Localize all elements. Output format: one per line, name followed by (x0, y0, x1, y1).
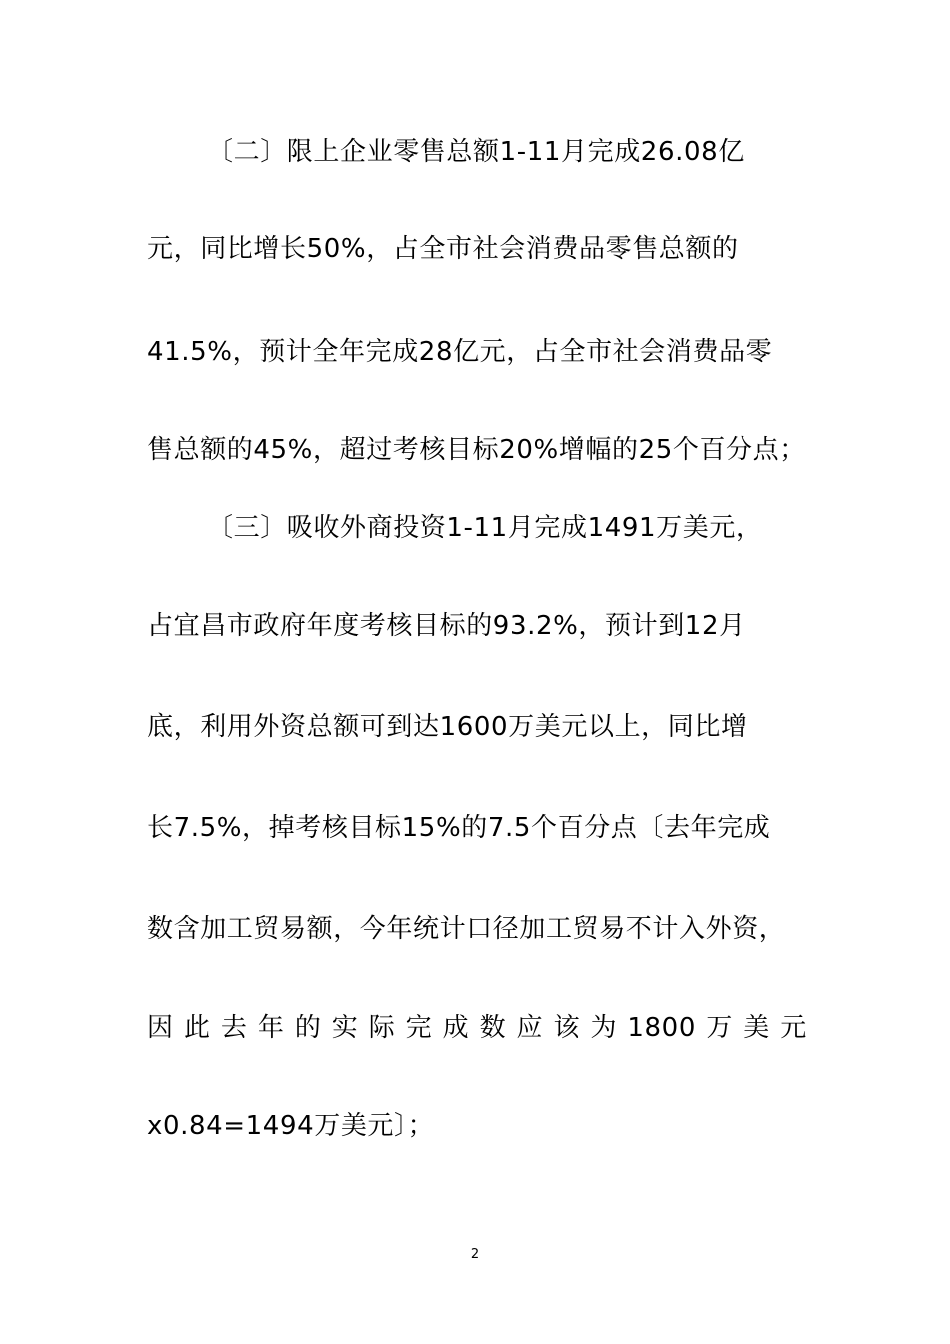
paragraph-line: x0.84=1494万美元〕； (147, 1111, 435, 1141)
text-segment: 应 (516, 1013, 544, 1043)
paragraph-line: 〔三〕吸收外商投资1-11月完成1491万美元， (207, 513, 763, 543)
text-segment: 万 (706, 1013, 733, 1043)
paragraph-line-justified (147, 1012, 807, 1044)
text-segment: 美 (743, 1013, 770, 1043)
text-segment: 的 (294, 1013, 322, 1043)
paragraph-line: 占宜昌市政府年度考核目标的93.2%，预计到12月 (147, 611, 746, 641)
text-segment: 完 (405, 1013, 433, 1043)
paragraph-line: 41.5%，预计全年完成28亿元，占全市社会消费品零 (147, 337, 773, 367)
text-segment: 元 (780, 1013, 807, 1043)
text-segment: 数 (479, 1013, 507, 1043)
text-segment: 此 (183, 1013, 211, 1043)
text-segment: 成 (442, 1013, 470, 1043)
text-segment: 去 (220, 1013, 248, 1043)
paragraph-line: 售总额的45%，超过考核目标20%增幅的25个百分点； (147, 435, 806, 465)
page-number: 2 (470, 1247, 480, 1262)
text-segment: 际 (368, 1013, 396, 1043)
text-segment: 因 (147, 1013, 174, 1043)
text-segment: 实 (331, 1013, 359, 1043)
paragraph-line: 底，利用外资总额可到达1600万美元以上，同比增 (147, 712, 748, 742)
paragraph-line: 数含加工贸易额，今年统计口径加工贸易不计入外资， (147, 914, 786, 944)
text-segment: 为 (590, 1013, 618, 1043)
text-segment: 1800 (627, 1013, 696, 1043)
paragraph-line: 元，同比增长50%，占全市社会消费品零售总额的 (147, 234, 739, 264)
text-segment: 年 (257, 1013, 285, 1043)
paragraph-line: 长7.5%，掉考核目标15%的7.5个百分点〔去年完成 (147, 813, 771, 843)
text-segment: 该 (553, 1013, 581, 1043)
paragraph-line: 〔二〕限上企业零售总额1-11月完成26.08亿 (207, 137, 745, 167)
